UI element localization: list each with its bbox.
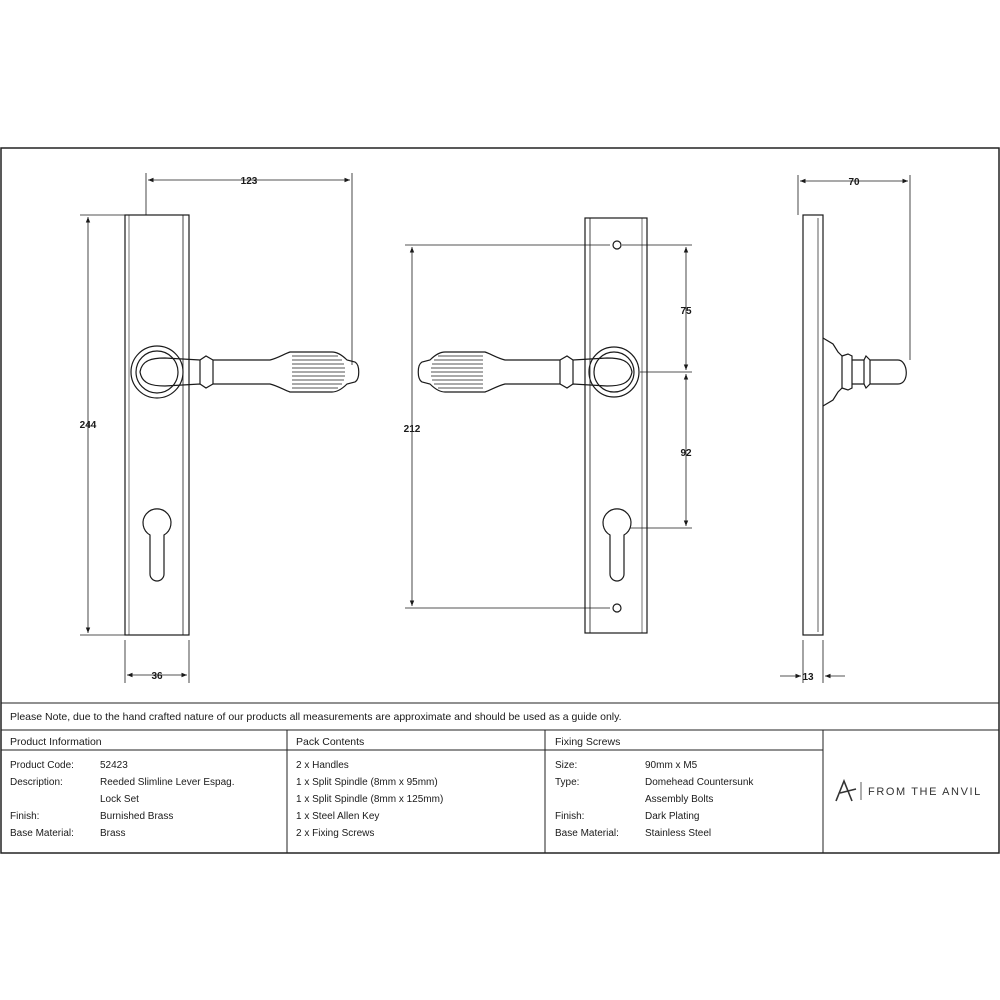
pack-contents-item: 1 x Steel Allen Key: [296, 811, 380, 822]
measurement-note: Please Note, due to the hand crafted nature of our products all measurements are approximate and should be used as a guide only.: [10, 711, 622, 723]
pack-contents-item: 2 x Handles: [296, 760, 349, 771]
side-rose: [823, 338, 842, 406]
rear-cylinder-cutout: [603, 509, 631, 581]
fixing-screws-label: Finish:: [555, 811, 585, 822]
front-backplate: [125, 215, 189, 635]
fixing-screws-value: Dark Plating: [645, 811, 700, 822]
side-dimensions: [780, 175, 910, 683]
dim-plate-width: 123: [240, 176, 258, 187]
fixing-screws-label: Base Material:: [555, 828, 619, 839]
fixing-screws-heading: Fixing Screws: [555, 736, 621, 748]
side-backplate: [803, 215, 823, 635]
brand-name: FROM THE ANVIL: [868, 786, 982, 798]
fixing-screws-label: Size:: [555, 760, 578, 771]
sheet-border: [1, 148, 999, 853]
rear-backplate: [585, 218, 647, 633]
fixing-screws-value: Assembly Bolts: [645, 794, 714, 805]
product-info-value: Brass: [100, 828, 126, 839]
side-view: [803, 215, 906, 635]
product-info-label: Description:: [10, 777, 63, 788]
fixing-screws-value: Domehead Countersunk: [645, 777, 754, 788]
product-info-value: Reeded Slimline Lever Espag.: [100, 777, 235, 788]
product-info-label: Base Material:: [10, 828, 74, 839]
pack-contents-item: 1 x Split Spindle (8mm x 95mm): [296, 777, 438, 788]
product-info-label: Product Code:: [10, 760, 74, 771]
rear-view: [418, 218, 647, 633]
rear-fixing-hole-top: [613, 241, 621, 249]
front-lever-reeds: [292, 356, 345, 388]
dim-side-projection: 70: [848, 177, 860, 188]
rear-fixing-hole-bottom: [613, 604, 621, 612]
front-view: [125, 215, 359, 635]
product-info-label: Finish:: [10, 811, 40, 822]
product-info-value: Lock Set: [100, 794, 139, 805]
dim-side-thickness: 13: [802, 672, 814, 683]
product-info-value: Burnished Brass: [100, 811, 174, 822]
anvil-a-logo-icon: [836, 781, 856, 801]
front-rose: [131, 346, 183, 398]
pack-contents-item: 1 x Split Spindle (8mm x 125mm): [296, 794, 444, 805]
front-dimensions: [80, 173, 352, 683]
pack-contents-heading: Pack Contents: [296, 736, 365, 748]
pack-contents-item: 2 x Fixing Screws: [296, 828, 375, 839]
dim-fixing-centres: 212: [403, 424, 421, 435]
fixing-screws-value: 90mm x M5: [645, 760, 698, 771]
fixing-screws-value: Stainless Steel: [645, 828, 712, 839]
rear-lever-reeds: [431, 356, 483, 388]
dim-lever-to-cylinder: 92: [680, 448, 692, 459]
fixing-screws-label: Type:: [555, 777, 580, 788]
dim-plate-height: 244: [79, 420, 97, 431]
rear-dimensions: [405, 245, 692, 608]
product-info-value: 52423: [100, 760, 128, 771]
product-info-heading: Product Information: [10, 736, 102, 748]
dim-plate-narrow-width: 36: [151, 671, 163, 682]
front-cylinder-cutout: [143, 509, 171, 581]
dim-upper-offset: 75: [680, 306, 692, 317]
side-lever: [852, 356, 906, 388]
